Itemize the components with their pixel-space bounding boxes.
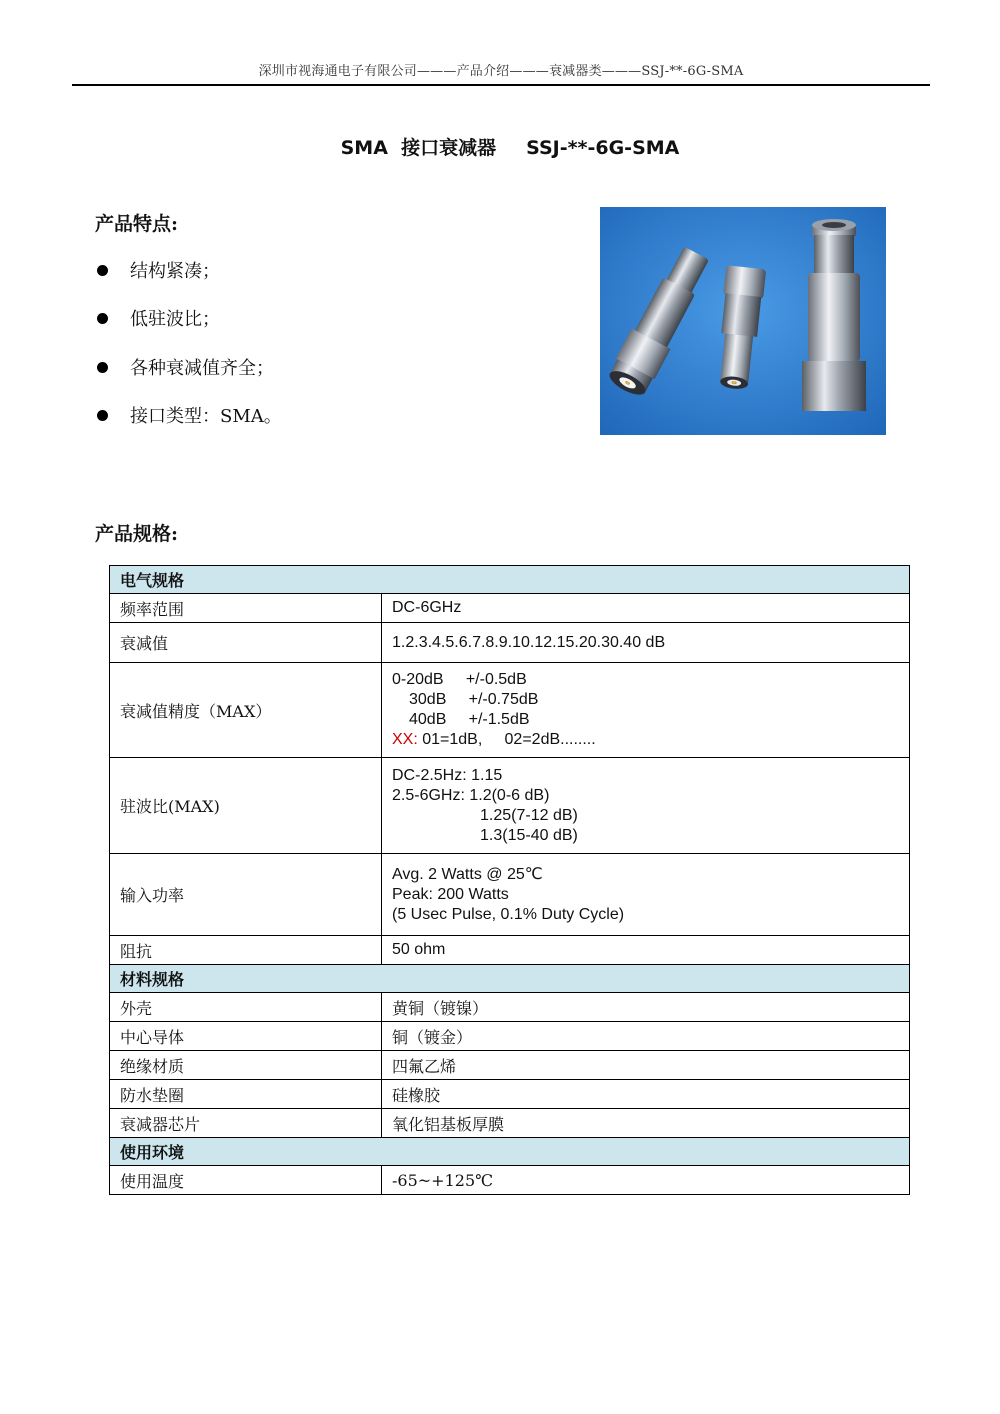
row-value	[382, 663, 910, 758]
power-line: Peak: 200 Watts	[392, 885, 509, 903]
row-value: 1.2.3.4.5.6.7.8.9.10.12.15.20.30.40 dB	[382, 623, 910, 663]
table-row	[110, 663, 910, 758]
bullet-icon	[97, 362, 108, 373]
table-row	[110, 623, 910, 663]
table-row	[110, 1109, 910, 1138]
table-row	[110, 993, 910, 1022]
table-row	[110, 854, 910, 936]
bullet-icon	[97, 265, 108, 276]
row-value: 铜（镀金）	[382, 1022, 910, 1051]
title-model: SSJ-**-6G-SMA	[526, 137, 680, 159]
row-key: 输入功率	[110, 854, 382, 936]
accuracy-line: 0-20dB +/-0.5dB	[392, 671, 527, 688]
table-row	[110, 1080, 910, 1109]
features-heading: 产品特点:	[95, 213, 179, 235]
accuracy-line: 30dB +/-0.75dB	[409, 691, 539, 708]
row-key: 频率范围	[110, 594, 382, 623]
row-key: 使用温度	[110, 1166, 382, 1195]
row-key: 驻波比(MAX)	[110, 758, 382, 854]
feature-item: 低驻波比；	[95, 305, 220, 331]
row-value: 50 ohm	[382, 936, 910, 965]
row-value: -65~+125℃	[382, 1166, 910, 1195]
spec-table	[109, 565, 910, 1195]
category-electrical: 电气规格	[110, 566, 910, 594]
row-value: 氧化铝基板厚膜	[382, 1109, 910, 1138]
power-line: Avg. 2 Watts @ 25℃	[392, 865, 543, 883]
vswr-line: 1.3(15-40 dB)	[480, 826, 578, 844]
header-rule	[72, 84, 930, 86]
xx-code-label: XX:	[392, 731, 418, 748]
row-key: 衰减值	[110, 623, 382, 663]
row-key: 衰减器芯片	[110, 1109, 382, 1138]
specs-heading: 产品规格:	[95, 523, 179, 545]
row-value: 硅橡胶	[382, 1080, 910, 1109]
table-row	[110, 1022, 910, 1051]
feature-item: 结构紧凑；	[95, 257, 220, 283]
attenuator-product-photo	[600, 207, 886, 435]
vswr-line: 1.25(7-12 dB)	[480, 806, 578, 824]
row-key: 外壳	[110, 993, 382, 1022]
vswr-line: DC-2.5Hz: 1.15	[392, 766, 503, 784]
row-value: 黄铜（镀镍）	[382, 993, 910, 1022]
doc-title	[0, 133, 1000, 160]
page-header: 深圳市视海通电子有限公司———产品介绍———衰减器类———SSJ-**-6G-SMA	[258, 64, 744, 79]
row-value	[382, 854, 910, 936]
accuracy-line: XX: 01=1dB, 02=2dB........	[392, 731, 596, 748]
accuracy-line: 40dB +/-1.5dB	[409, 711, 530, 728]
category-material: 材料规格	[110, 965, 910, 993]
power-line: (5 Usec Pulse, 0.1% Duty Cycle)	[392, 905, 625, 923]
row-key: 中心导体	[110, 1022, 382, 1051]
table-row	[110, 758, 910, 854]
category-environment: 使用环境	[110, 1138, 910, 1166]
table-row	[110, 1051, 910, 1080]
row-key: 阻抗	[110, 936, 382, 965]
table-row	[110, 594, 910, 623]
row-value	[382, 758, 910, 854]
row-value: 四氟乙烯	[382, 1051, 910, 1080]
feature-item: 接口类型：SMA。	[95, 402, 282, 428]
bullet-icon	[97, 410, 108, 421]
row-key: 绝缘材质	[110, 1051, 382, 1080]
table-row	[110, 936, 910, 965]
bullet-icon	[97, 313, 108, 324]
row-key: 衰减值精度（MAX）	[110, 663, 382, 758]
row-key: 防水垫圈	[110, 1080, 382, 1109]
feature-item: 各种衰减值齐全；	[95, 354, 274, 380]
table-row	[110, 1166, 910, 1195]
vswr-line: 2.5-6GHz: 1.2(0-6 dB)	[392, 786, 550, 804]
title-product: SMA 接口衰减器	[340, 137, 497, 159]
row-value: DC-6GHz	[382, 594, 910, 623]
